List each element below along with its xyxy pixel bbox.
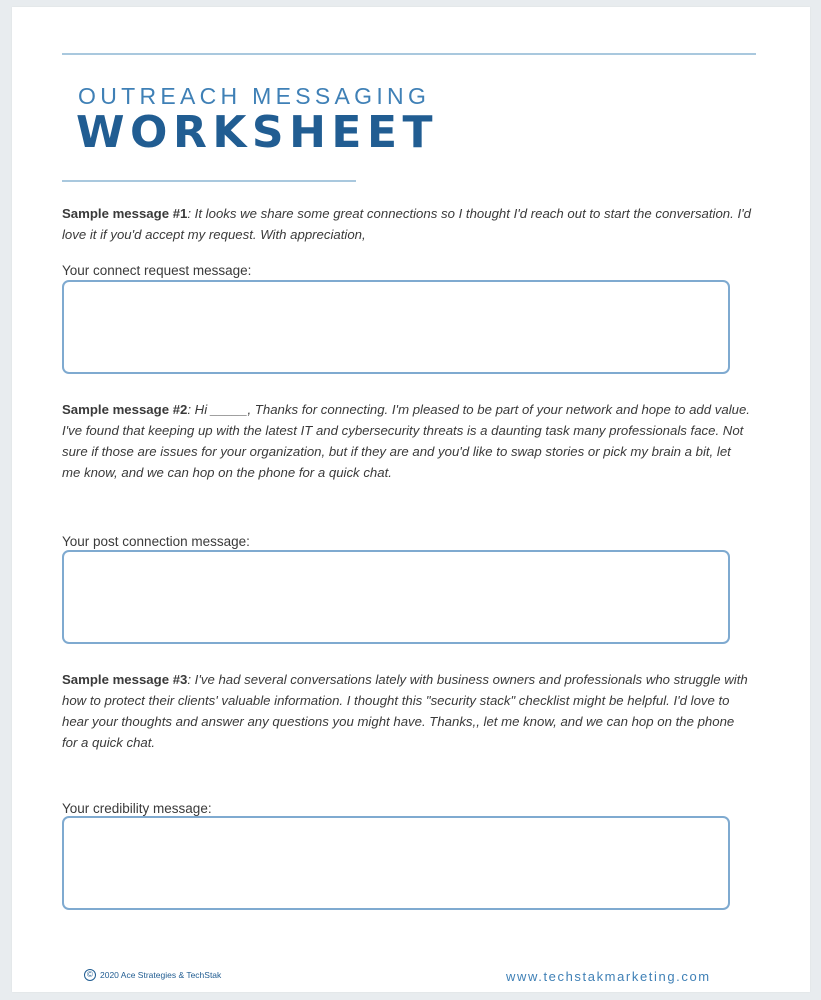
sample-message-2-label: Sample message #2 <box>62 402 188 417</box>
title-subheading: OUTREACH MESSAGING <box>78 83 431 109</box>
connect-request-label: Your connect request message: <box>62 263 252 278</box>
copyright-icon: © <box>84 969 96 981</box>
post-connection-input[interactable] <box>62 550 730 644</box>
credibility-label: Your credibility message: <box>62 801 212 816</box>
footer-copyright <box>84 969 221 981</box>
sample-message-1-text: : It looks we share some great connections so I thought I'd reach out to start the conversation. I'd love it if you'd accept my request. With appreciation, <box>62 206 751 242</box>
sample-message-1-label: Sample message #1 <box>62 206 188 221</box>
sample-message-3-text: : I've had several conversations lately with business owners and professionals who struggle with how to protect their clients' valuable information. I thought this "security stack" checklist might be helpful. I'd love to hear your thoughts and answer any questions you might have. Thanks,, let me know, and we can hop on the phone for a quick chat. <box>62 672 748 750</box>
page-title: WORKSHEET <box>76 107 439 158</box>
sample-message-3 <box>62 669 752 753</box>
sample-message-2 <box>62 399 752 483</box>
worksheet-page <box>12 7 810 992</box>
title-divider <box>62 180 356 182</box>
sample-message-1 <box>62 203 752 245</box>
website-link[interactable]: www.techstakmarketing.com <box>506 969 711 984</box>
connect-request-input[interactable] <box>62 280 730 374</box>
sample-message-3-label: Sample message #3 <box>62 672 188 687</box>
sample-message-2-text: : Hi _____, Thanks for connecting. I'm pleased to be part of your network and hope to add value. I've found that keeping up with the latest IT and cybersecurity threats is a daunting task many professionals face. Not sure if those are issues for your organization, but if they are and you'd like to swap stories or pick my brain a bit, let me know, and we can hop on the phone for a quick chat. <box>62 402 750 480</box>
copyright-text: 2020 Ace Strategies & TechStak <box>100 970 222 980</box>
top-divider <box>62 53 756 55</box>
credibility-input[interactable] <box>62 816 730 910</box>
post-connection-label: Your post connection message: <box>62 534 250 549</box>
